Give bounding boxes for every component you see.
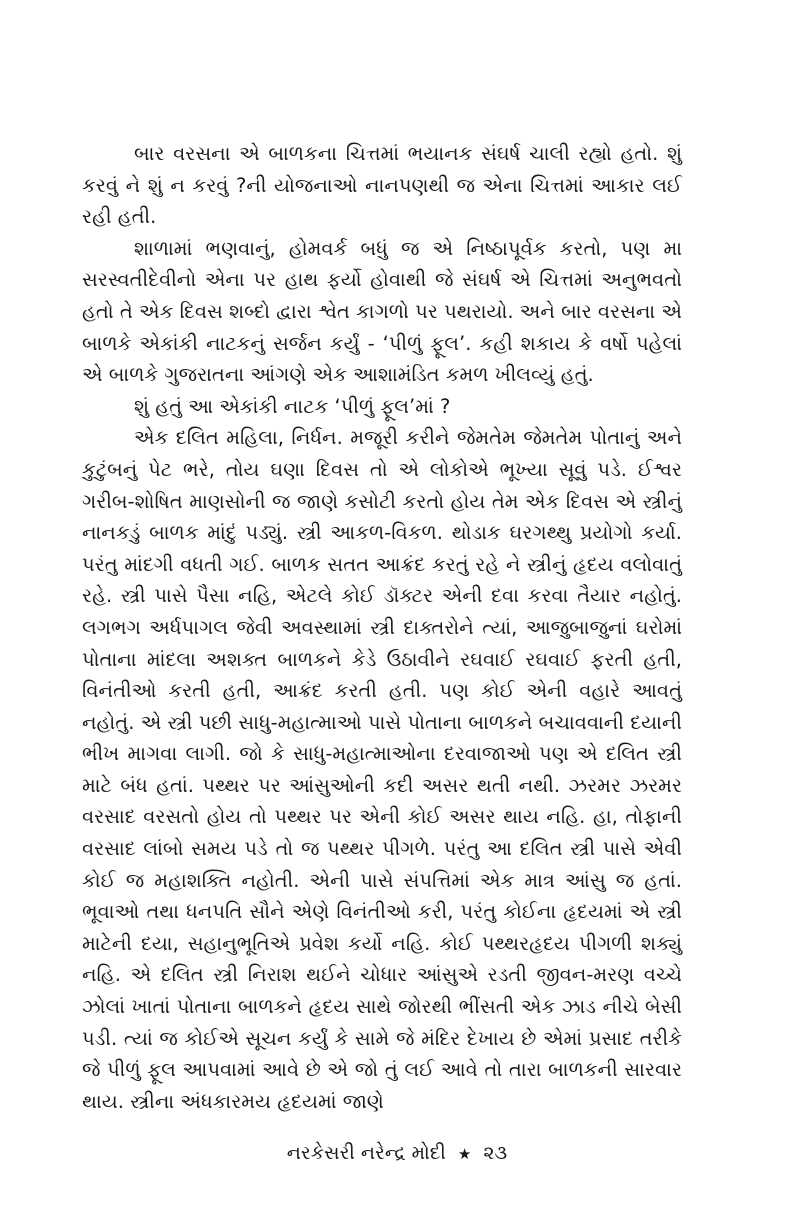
- page-footer: [0, 1138, 794, 1169]
- paragraph-3: શું હતું આ એકાંકી નાટક ‘પીળું ફૂલ’માં ?: [134, 394, 451, 418]
- paragraph-4: એક દલિત મહિલા, નિર્ધન. મજૂરી કરીને જેમતેમ જેમતેમ પોતાનું અને કુટુંબનું પેટ ભરે, તોય ઘણા દિવસ તો એ લોકોએ ભૂખ્યા સૂવું પડે. ઈશ્વર ગરીબ-શોષિત માણસોની જ જાણે કસોટી કરતો હોય તેમ એક દિવસ એ સ્ત્રીનું નાનકડું બાળક માંદું પડ્યું. સ્ત્રી આકળ-વિકળ. થોડાક ઘરગથ્થુ પ્રયોગો કર્યા. પરંતુ માંદગી વધતી ગઈ. બાળક સતત આક્રંદ કરતું રહે ને સ્ત્રીનું હૃદય વલોવાતું રહે. સ્ત્રી પાસે પૈસા નહિ, એટલે કોઈ ડૉક્ટર એની દવા કરવા તૈયાર નહોતું. લગભગ અર્ધપાગલ જેવી અવસ્થામાં સ્ત્રી દાક્તરોને ત્યાં, આજુબાજુનાં ઘરોમાં પોતાના માંદલા અશક્ત બાળકને કેડે ઉઠાવીને રઘવાઈ રઘવાઈ ફરતી હતી, વિનંતીઓ કરતી હતી, આક્રંદ કરતી હતી. પણ કોઈ એની વહારે આવતું નહોતું. એ સ્ત્રી પછી સાધુ-મહાત્માઓ પાસે પોતાના બાળકને બચાવવાની દયાની ભીખ માગવા લાગી. જો કે સાધુ-મહાત્માઓના દરવાજાઓ પણ એ દલિત સ્ત્રી માટે બંધ હતાં. પથ્થર પર આંસુઓની કદી અસર થતી નથી. ઝરમર ઝરમર વરસાદ વરસતો હોય તો પથ્થર પર એની કોઈ અસર થાય નહિ. હા, તોફાની વરસાદ લાંબો સમય પડે તો જ પથ્થર પીગળે. પરંતુ આ દલિત સ્ત્રી પાસે એવી કોઈ જ મહાશક્તિ નહોતી. એની પાસે સંપત્તિમાં એક માત્ર આંસુ જ હતાં. ભૂવાઓ તથા ધનપતિ સૌને એણે વિનંતીઓ કરી, પરંતુ કોઈના હૃદયમાં એ સ્ત્રી માટેની દયા, સહાનુભૂતિએ પ્રવેશ કર્યો નહિ. કોઈ પથ્થરહૃદય પીગળી શક્યું નહિ. એ દલિત સ્ત્રી નિરાશ થઈને ચોધાર આંસુએ રડતી જીવન-મરણ વચ્ચે ઝોલાં ખાતાં પોતાના બાળકને હૃદય સાથે જોરથી ભીંસતી એક ઝાડ નીચે બેસી પડી. ત્યાં જ કોઈએ સૂચન કર્યું કે સામે જે મંદિર દેખાય છે એમાં પ્રસાદ તરીકે જે પીળું ફૂલ આપવામાં આવે છે એ જો તું લઈ આવે તો તારા બાળકની સારવાર થાય. સ્ત્રીના અંધકારમય હૃદયમાં જાણે: [82, 426, 682, 1113]
- star-icon: ★: [457, 1145, 472, 1163]
- page-body: [82, 138, 682, 1117]
- paragraph-2: શાળામાં ભણવાનું, હોમવર્ક બધું જ એ નિષ્ઠાપૂર્વક કરતો, પણ મા સરસ્વતીદેવીનો એના પર હાથ ફર્યો હોવાથી જે સંઘર્ષ એ ચિત્તમાં અનુભવતો હતો તે એક દિવસ શબ્દો દ્વારા શ્વેત કાગળો પર પથરાયો. અને બાર વરસના એ બાળકે એકાંકી નાટકનું સર્જન કર્યું - ‘પીળું ફૂલ’. કહી શકાય કે વર્ષો પહેલાં એ બાળકે ગુજરાતના આંગણે એક આશામંડિત કમળ ખીલવ્યું હતું.: [82, 236, 682, 387]
- book-title: નરકેસરી નરેન્દ્ર મોદી: [286, 1142, 446, 1164]
- page-number: ૨૩: [483, 1142, 508, 1164]
- paragraph-1: બાર વરસના એ બાળકના ચિત્તમાં ભયાનક સંઘર્ષ ચાલી રહ્યો હતો. શું કરવું ને શું ન કરવું ?ની યોજનાઓ નાનપણથી જ એના ચિત્તમાં આકાર લઈ રહી હતી.: [82, 142, 682, 229]
